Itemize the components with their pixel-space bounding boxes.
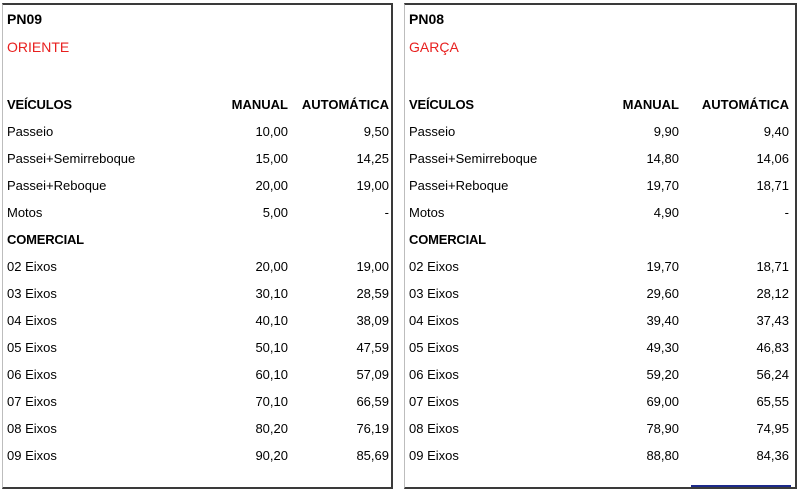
- vehicle-name: 05 Eixos: [7, 340, 57, 355]
- section-commercial: [409, 231, 792, 249]
- vehicle-name: 07 Eixos: [409, 394, 459, 409]
- table-row: [7, 420, 388, 438]
- manual-price: 69,00: [646, 394, 679, 409]
- automatic-price: 19,00: [356, 259, 389, 274]
- table-row: [409, 366, 792, 384]
- commercial-label: COMERCIAL: [409, 232, 486, 247]
- automatic-price: 18,71: [756, 178, 789, 193]
- vehicle-name: 09 Eixos: [7, 448, 57, 463]
- header-manual: MANUAL: [622, 97, 679, 112]
- manual-price: 39,40: [646, 313, 679, 328]
- automatic-price: 9,40: [763, 124, 789, 139]
- manual-price: 40,10: [255, 313, 288, 328]
- vehicle-name: 07 Eixos: [7, 394, 57, 409]
- automatic-price: 28,12: [756, 286, 789, 301]
- toll-table-pn09: [2, 3, 393, 489]
- automatic-price: 56,24: [756, 367, 789, 382]
- table-row: [409, 312, 792, 330]
- vehicle-name: 05 Eixos: [409, 340, 459, 355]
- table-row: [7, 285, 388, 303]
- vehicle-name: Motos: [409, 205, 445, 220]
- table-row: [409, 204, 792, 222]
- table-row: [7, 258, 388, 276]
- vehicle-name: Passei+Reboque: [409, 178, 509, 193]
- manual-price: 19,70: [646, 178, 679, 193]
- vehicle-name: 04 Eixos: [7, 313, 57, 328]
- automatic-price: -: [784, 205, 789, 220]
- vehicle-name: 09 Eixos: [409, 448, 459, 463]
- vehicle-name: 06 Eixos: [7, 367, 57, 382]
- manual-price: 90,20: [255, 448, 288, 463]
- table-row: [7, 339, 388, 357]
- automatic-price: 74,95: [756, 421, 789, 436]
- manual-price: 78,90: [646, 421, 679, 436]
- table-row: [409, 339, 792, 357]
- plaza-city: ORIENTE: [7, 39, 70, 55]
- header-manual: MANUAL: [231, 97, 288, 112]
- table-header: [409, 96, 792, 114]
- table-row: [409, 177, 792, 195]
- automatic-price: -: [384, 205, 389, 220]
- table-row: [7, 150, 388, 168]
- plaza-city: GARÇA: [409, 39, 459, 55]
- automatic-price: 46,83: [756, 340, 789, 355]
- automatic-price: 57,09: [356, 367, 389, 382]
- automatic-price: 66,59: [356, 394, 389, 409]
- manual-price: 70,10: [255, 394, 288, 409]
- vehicle-name: 04 Eixos: [409, 313, 459, 328]
- manual-price: 30,10: [255, 286, 288, 301]
- manual-price: 19,70: [646, 259, 679, 274]
- manual-price: 10,00: [255, 124, 288, 139]
- manual-price: 29,60: [646, 286, 679, 301]
- vehicle-name: 03 Eixos: [7, 286, 57, 301]
- table-row: [409, 123, 792, 141]
- automatic-price: 65,55: [756, 394, 789, 409]
- commercial-label: COMERCIAL: [7, 232, 84, 247]
- table-row: [7, 204, 388, 222]
- automatic-price: 38,09: [356, 313, 389, 328]
- table-row: [7, 123, 388, 141]
- table-row: [409, 420, 792, 438]
- automatic-price: 19,00: [356, 178, 389, 193]
- vehicle-name: Passeio: [409, 124, 456, 139]
- table-row: [409, 150, 792, 168]
- manual-price: 50,10: [255, 340, 288, 355]
- table-row: [7, 393, 388, 411]
- vehicle-name: Passei+Semirreboque: [409, 151, 538, 166]
- table-row: [7, 312, 388, 330]
- header-automatic: AUTOMÁTICA: [701, 97, 789, 112]
- automatic-price: 76,19: [356, 421, 389, 436]
- manual-price: 20,00: [255, 259, 288, 274]
- automatic-price: 85,69: [356, 448, 389, 463]
- vehicle-name: 02 Eixos: [7, 259, 57, 274]
- manual-price: 59,20: [646, 367, 679, 382]
- decorative-underline: [691, 485, 791, 487]
- automatic-price: 9,50: [363, 124, 389, 139]
- manual-price: 15,00: [255, 151, 288, 166]
- vehicle-name: Passei+Semirreboque: [7, 151, 136, 166]
- manual-price: 5,00: [262, 205, 288, 220]
- vehicle-name: Passeio: [7, 124, 54, 139]
- automatic-price: 14,25: [356, 151, 389, 166]
- table-row: [409, 447, 792, 465]
- table-row: [409, 285, 792, 303]
- manual-price: 14,80: [646, 151, 679, 166]
- table-row: [409, 258, 792, 276]
- automatic-price: 84,36: [756, 448, 789, 463]
- vehicle-name: Motos: [7, 205, 43, 220]
- plaza-code: PN08: [409, 11, 445, 27]
- manual-price: 49,30: [646, 340, 679, 355]
- vehicle-name: 06 Eixos: [409, 367, 459, 382]
- header-automatic: AUTOMÁTICA: [301, 97, 389, 112]
- section-commercial: [7, 231, 388, 249]
- automatic-price: 18,71: [756, 259, 789, 274]
- manual-price: 60,10: [255, 367, 288, 382]
- manual-price: 88,80: [646, 448, 679, 463]
- toll-table-pn08: [404, 3, 797, 489]
- manual-price: 9,90: [653, 124, 679, 139]
- vehicle-name: 02 Eixos: [409, 259, 459, 274]
- header-vehicles: VEÍCULOS: [409, 97, 474, 112]
- vehicle-name: 08 Eixos: [7, 421, 57, 436]
- table-row: [7, 177, 388, 195]
- manual-price: 4,90: [653, 205, 679, 220]
- table-row: [409, 393, 792, 411]
- header-vehicles: VEÍCULOS: [7, 97, 72, 112]
- manual-price: 20,00: [255, 178, 288, 193]
- automatic-price: 37,43: [756, 313, 789, 328]
- vehicle-name: 03 Eixos: [409, 286, 459, 301]
- automatic-price: 14,06: [756, 151, 789, 166]
- plaza-code: PN09: [7, 11, 43, 27]
- vehicle-name: 08 Eixos: [409, 421, 459, 436]
- table-header: [7, 96, 388, 114]
- automatic-price: 47,59: [356, 340, 389, 355]
- automatic-price: 28,59: [356, 286, 389, 301]
- vehicle-name: Passei+Reboque: [7, 178, 107, 193]
- table-row: [7, 447, 388, 465]
- table-row: [7, 366, 388, 384]
- manual-price: 80,20: [255, 421, 288, 436]
